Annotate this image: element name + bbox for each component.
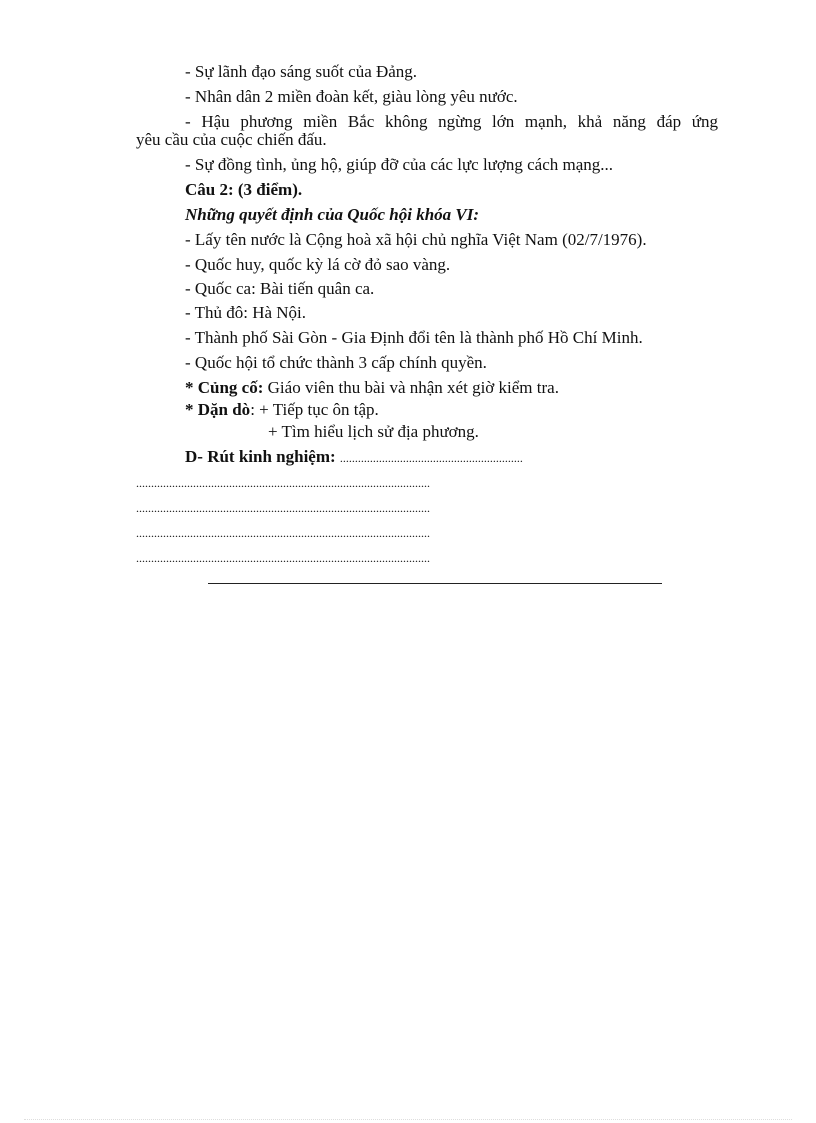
question-2-heading: Câu 2: (3 điểm). xyxy=(185,180,303,199)
answer-line-unity: - Nhân dân 2 miền đoàn kết, giàu lòng yêu nước. xyxy=(185,87,518,106)
answer-line-leadership: - Sự lãnh đạo sáng suốt của Đảng. xyxy=(185,62,418,81)
homework-text-1: : + Tiếp tục ôn tập. xyxy=(250,400,379,419)
section-divider xyxy=(208,583,662,584)
dotted-line-2: .................................................................................................. xyxy=(136,501,430,515)
answer-line-rear-base-cont: yêu cầu của cuộc chiến đấu. xyxy=(136,130,327,149)
decision-city-rename: - Thành phố Sài Gòn - Gia Định đổi tên là thành phố Hồ Chí Minh. xyxy=(185,328,643,347)
experience-label: D- Rút kinh nghiệm: xyxy=(185,447,336,466)
consolidate-text: Giáo viên thu bài và nhận xét giờ kiểm tra. xyxy=(263,378,559,397)
dotted-line-4: .................................................................................................. xyxy=(136,551,430,565)
dotted-line-3: .................................................................................................. xyxy=(136,526,430,540)
answer-line-support: - Sự đồng tình, ủng hộ, giúp đỡ của các lực lượng cách mạng... xyxy=(185,155,614,174)
homework-text-2: + Tìm hiểu lịch sử địa phương. xyxy=(268,422,479,441)
experience-dots: ............................................................. xyxy=(339,451,523,465)
homework-line xyxy=(185,400,379,420)
page-bottom-border xyxy=(24,1119,792,1120)
question-2-subheading: Những quyết định của Quốc hội khóa VI: xyxy=(185,205,480,224)
experience-line xyxy=(185,447,523,468)
decision-government-levels: - Quốc hội tổ chức thành 3 cấp chính quyền. xyxy=(185,353,487,372)
homework-label: * Dặn dò xyxy=(185,400,251,419)
decision-capital: - Thủ đô: Hà Nội. xyxy=(185,303,307,322)
decision-emblem-flag: - Quốc huy, quốc kỳ lá cờ đỏ sao vàng. xyxy=(185,255,451,274)
decision-anthem: - Quốc ca: Bài tiến quân ca. xyxy=(185,279,375,298)
consolidate-label: * Củng cố: xyxy=(185,378,264,397)
answer-line-rear-base xyxy=(136,112,718,132)
decision-country-name: - Lấy tên nước là Cộng hoà xã hội chủ nghĩa Việt Nam (02/7/1976). xyxy=(185,230,647,249)
answer-line-rear-base-part1: - Hậu phương miền Bắc không ngừng lớn mạnh, khả năng đáp ứng xyxy=(185,112,718,131)
consolidate-line xyxy=(185,378,559,398)
dotted-line-1: .................................................................................................. xyxy=(136,476,430,490)
